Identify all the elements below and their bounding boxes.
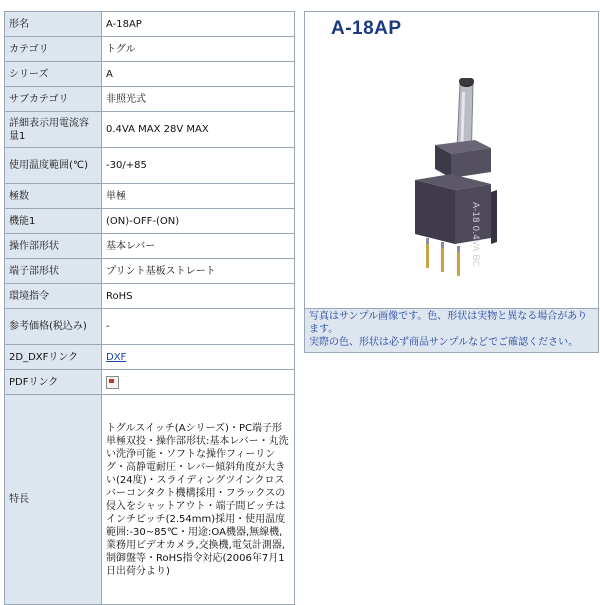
spec-label: 特長	[5, 395, 102, 605]
spec-value: A	[102, 62, 295, 87]
spec-label: 2D_DXFリンク	[5, 345, 102, 370]
spec-value: -	[102, 309, 295, 345]
spec-value	[102, 345, 295, 370]
spec-row-category	[5, 37, 295, 62]
spec-row-terminal	[5, 259, 295, 284]
spec-row-dxf	[5, 345, 295, 370]
spec-row-model	[5, 12, 295, 37]
spec-row-current-capacity	[5, 112, 295, 148]
spec-label: 使用温度範囲(℃)	[5, 148, 102, 184]
spec-label: 操作部形状	[5, 234, 102, 259]
spec-row-function	[5, 209, 295, 234]
spec-row-subcategory	[5, 87, 295, 112]
photo-caption	[304, 308, 599, 353]
spec-label: カテゴリ	[5, 37, 102, 62]
spec-value: 単極	[102, 184, 295, 209]
spec-label: 形名	[5, 12, 102, 37]
spec-table	[4, 11, 295, 605]
spec-value: -30/+85	[102, 148, 295, 184]
spec-value: 基本レバー	[102, 234, 295, 259]
spec-value: トグル	[102, 37, 295, 62]
spec-value: (ON)-OFF-(ON)	[102, 209, 295, 234]
spec-value: RoHS	[102, 284, 295, 309]
spec-row-pdf	[5, 370, 295, 395]
product-title: A-18AP	[331, 18, 402, 39]
spec-value: 非照光式	[102, 87, 295, 112]
spec-value: プリント基板ストレート	[102, 259, 295, 284]
spec-label: 端子部形状	[5, 259, 102, 284]
spec-row-series	[5, 62, 295, 87]
pdf-icon[interactable]	[106, 376, 119, 389]
switch-body-text: A-18 0.4VA BC	[470, 202, 480, 267]
spec-row-poles	[5, 184, 295, 209]
spec-value: A-18AP	[102, 12, 295, 37]
spec-row-temperature	[5, 148, 295, 184]
spec-row-features	[5, 395, 295, 605]
spec-label: 機能1	[5, 209, 102, 234]
spec-value: 0.4VA MAX 28V MAX	[102, 112, 295, 148]
spec-row-environment	[5, 284, 295, 309]
product-image-panel	[304, 11, 599, 310]
spec-label: 詳細表示用電流容量1	[5, 112, 102, 148]
spec-row-actuator	[5, 234, 295, 259]
spec-label: 極数	[5, 184, 102, 209]
dxf-link[interactable]: DXF	[106, 351, 127, 363]
spec-label: PDFリンク	[5, 370, 102, 395]
caption-line-2: 実際の色、形状は必ず商品サンプルなどでご確認ください。	[309, 337, 579, 348]
spec-label: 参考価格(税込み)	[5, 309, 102, 345]
spec-row-price	[5, 309, 295, 345]
caption-line-1: 写真はサンプル画像です。色、形状は実物と異なる場合があります。	[309, 311, 588, 335]
spec-value	[102, 370, 295, 395]
features-text: トグルスイッチ(Aシリーズ)・PC端子形単極双投・操作部形状:基本レバー・丸洗い洗浄可能・ソフトな操作フィーリング・高静電耐圧・レバー傾斜角度が大きい(24度)・スライディングツインクロスバーコンタクト機構採用・フラックスの侵入をシャットアウト・端子間ピッチはインチピッチ(2.54mm)採用・使用温度範囲:-30~85℃・用途:OA機器,無線機,業務用ビデオカメラ,交換機,電気計測器,制御盤等・RoHS指令対応(2006年7月1日出荷分より)	[102, 395, 295, 605]
toggle-switch-photo	[305, 12, 598, 309]
spec-label: 環境指令	[5, 284, 102, 309]
spec-label: サブカテゴリ	[5, 87, 102, 112]
spec-label: シリーズ	[5, 62, 102, 87]
